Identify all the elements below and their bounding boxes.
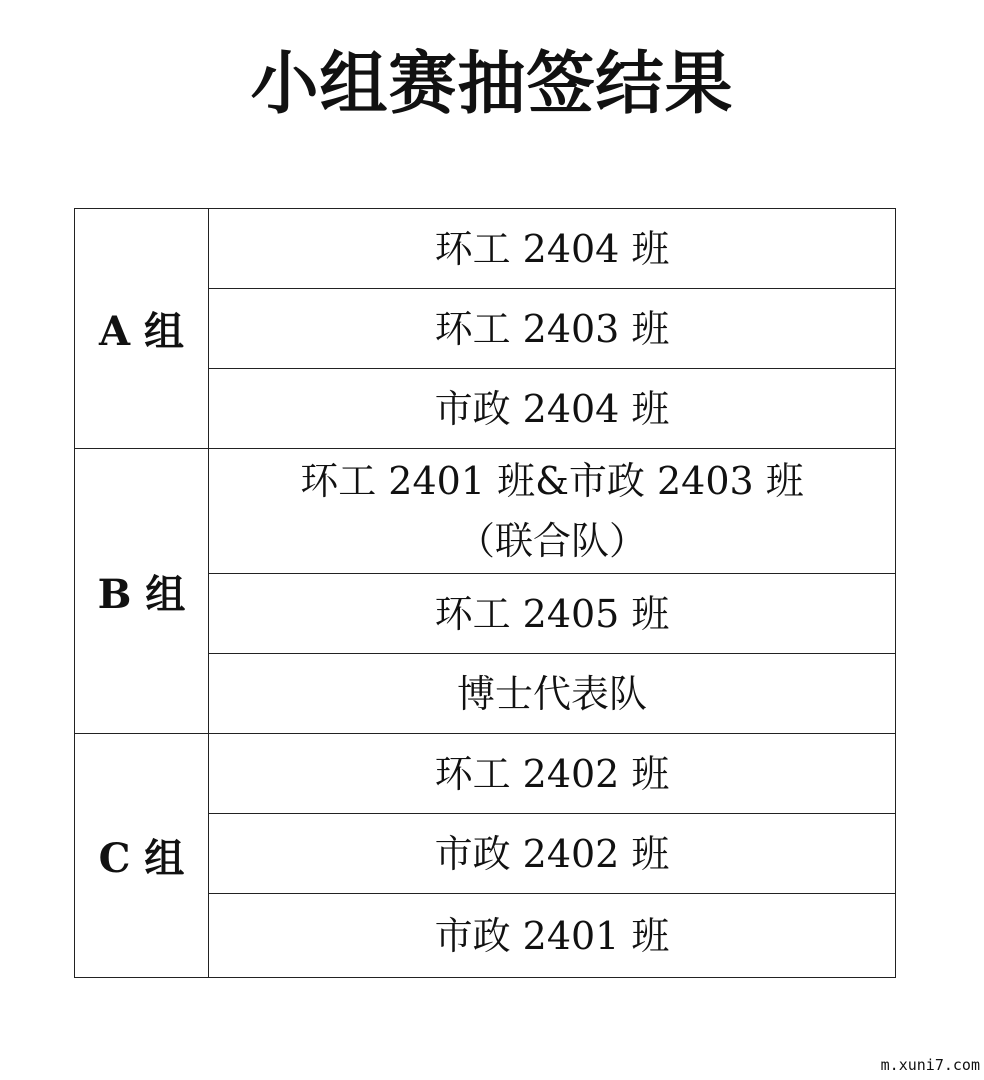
team-cell: 环工 2402 班 [209, 734, 896, 814]
group-label-a: A 组 [75, 209, 209, 449]
team-cell: 市政 2401 班 [209, 894, 896, 978]
team-note: （联合队） [456, 519, 647, 563]
draw-results-table [74, 208, 896, 978]
team-cell-joint [209, 449, 896, 574]
group-label-c: C 组 [75, 734, 209, 978]
table-row [75, 209, 896, 289]
team-cell: 博士代表队 [209, 654, 896, 734]
team-cell: 市政 2404 班 [209, 369, 896, 449]
team-cell: 环工 2404 班 [209, 209, 896, 289]
team-cell: 市政 2402 班 [209, 814, 896, 894]
table-row [75, 734, 896, 814]
team-name: 环工 2401 班&市政 2403 班 [300, 459, 804, 503]
team-cell: 环工 2405 班 [209, 574, 896, 654]
page-title: 小组赛抽签结果 [250, 44, 734, 124]
site-watermark: m.xuni7.com [880, 1056, 980, 1074]
group-label-b: B 组 [75, 449, 209, 734]
table-row [75, 449, 896, 574]
team-cell: 环工 2403 班 [209, 289, 896, 369]
